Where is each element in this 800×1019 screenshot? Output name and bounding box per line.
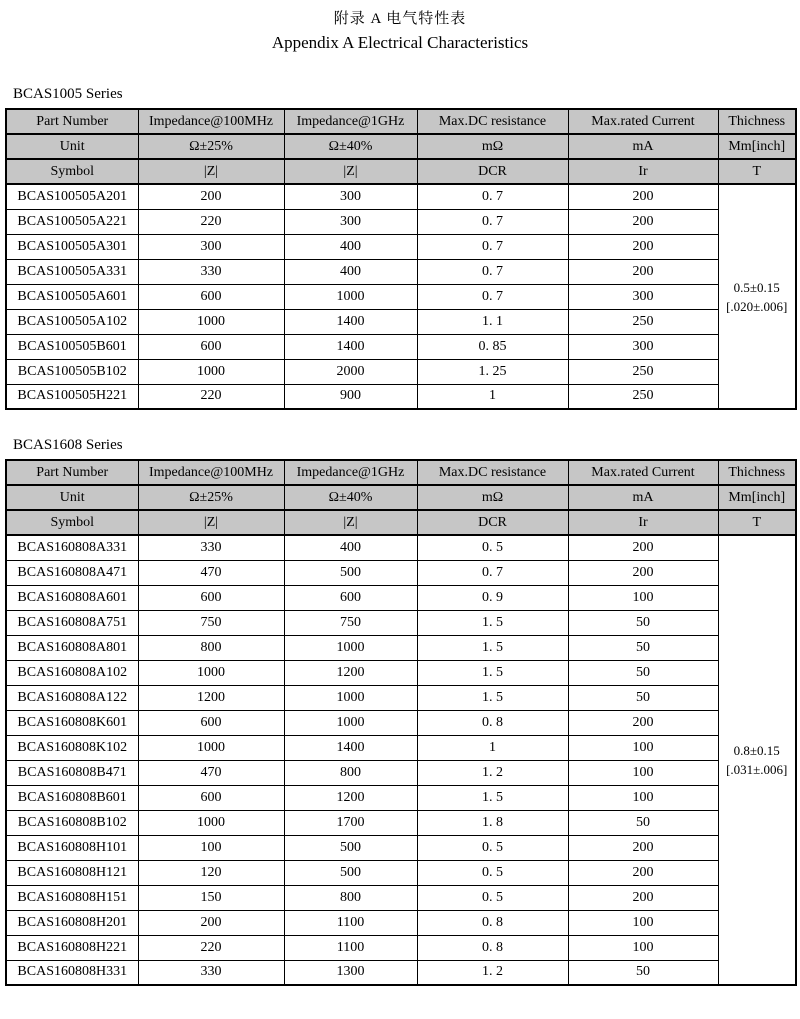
impedance-100mhz-cell: 1000 [138,735,284,760]
impedance-1ghz-cell: 1400 [284,735,417,760]
part-number-cell: BCAS160808K601 [6,710,138,735]
impedance-100mhz-cell: 800 [138,635,284,660]
rated-current-cell: 50 [568,810,718,835]
unit-value-cell: mA [568,134,718,159]
part-number-cell: BCAS160808A471 [6,560,138,585]
dc-resistance-cell: 1. 5 [417,785,568,810]
table-row [6,585,796,610]
part-number-cell: BCAS100505A221 [6,209,138,234]
page-title-chinese: 附录 A 电气特性表 [333,11,467,27]
rated-current-cell: 200 [568,234,718,259]
part-number-cell: BCAS160808A331 [6,535,138,560]
header-row [6,159,796,184]
rated-current-cell: 50 [568,660,718,685]
series-section-bcas1005 [4,85,796,410]
impedance-100mhz-cell: 330 [138,259,284,284]
part-number-cell: BCAS100505A301 [6,234,138,259]
dc-resistance-cell: 0. 5 [417,835,568,860]
symbol-value-cell: DCR [417,159,568,184]
impedance-100mhz-cell: 1000 [138,810,284,835]
part-number-cell: BCAS100505H221 [6,384,138,409]
table-row [6,384,796,409]
table-row [6,635,796,660]
table-row [6,835,796,860]
impedance-1ghz-cell: 800 [284,760,417,785]
symbol-label-cell: Symbol [6,159,138,184]
symbol-value-cell: Ir [568,510,718,535]
impedance-1ghz-cell: 600 [284,585,417,610]
column-header-cell: Max.rated Current [568,109,718,134]
table-row [6,359,796,384]
impedance-1ghz-cell: 1000 [284,284,417,309]
unit-value-cell: Ω±40% [284,134,417,159]
part-number-cell: BCAS160808B102 [6,810,138,835]
rated-current-cell: 100 [568,910,718,935]
part-number-cell: BCAS160808B471 [6,760,138,785]
part-number-cell: BCAS100505B102 [6,359,138,384]
table-row [6,760,796,785]
rated-current-cell: 50 [568,960,718,985]
dc-resistance-cell: 1. 5 [417,660,568,685]
rated-current-cell: 50 [568,685,718,710]
part-number-cell: BCAS100505A201 [6,184,138,209]
dc-resistance-cell: 1. 5 [417,685,568,710]
dc-resistance-cell: 1 [417,384,568,409]
dc-resistance-cell: 1. 2 [417,960,568,985]
column-header-cell: Part Number [6,109,138,134]
part-number-cell: BCAS160808A751 [6,610,138,635]
table-row [6,960,796,985]
part-number-cell: BCAS160808A801 [6,635,138,660]
column-header-cell: Part Number [6,460,138,485]
unit-value-cell: mΩ [417,134,568,159]
page-title-english: Appendix A Electrical Characteristics [271,33,529,52]
rated-current-cell: 200 [568,860,718,885]
part-number-cell: BCAS160808A122 [6,685,138,710]
table-row [6,560,796,585]
symbol-value-cell: T [718,510,796,535]
column-header-cell: Thichness [718,109,796,134]
column-header-cell: Thichness [718,460,796,485]
table-row [6,785,796,810]
symbol-value-cell: T [718,159,796,184]
dc-resistance-cell: 0. 5 [417,535,568,560]
impedance-100mhz-cell: 220 [138,209,284,234]
rated-current-cell: 100 [568,735,718,760]
impedance-100mhz-cell: 200 [138,910,284,935]
thickness-cell [718,535,796,985]
rated-current-cell: 250 [568,359,718,384]
unit-value-cell: Ω±40% [284,485,417,510]
part-number-cell: BCAS160808A601 [6,585,138,610]
dc-resistance-cell: 0. 8 [417,935,568,960]
unit-value-cell: mΩ [417,485,568,510]
unit-value-cell: Ω±25% [138,485,284,510]
series-heading-bcas1005: BCAS1005 Series [13,86,123,102]
dc-resistance-cell: 0. 5 [417,885,568,910]
impedance-100mhz-cell: 750 [138,610,284,635]
table-row [6,660,796,685]
part-number-cell: BCAS160808H121 [6,860,138,885]
column-header-cell: Impedance@1GHz [284,460,417,485]
series-heading-bcas1608: BCAS1608 Series [13,437,123,453]
rated-current-cell: 200 [568,259,718,284]
impedance-1ghz-cell: 750 [284,610,417,635]
part-number-cell: BCAS160808H151 [6,885,138,910]
part-number-cell: BCAS160808H201 [6,910,138,935]
impedance-1ghz-cell: 800 [284,885,417,910]
unit-value-cell: Mm[inch] [718,134,796,159]
column-header-cell: Impedance@100MHz [138,109,284,134]
impedance-1ghz-cell: 1100 [284,935,417,960]
part-number-cell: BCAS100505A102 [6,309,138,334]
table-row [6,334,796,359]
dc-resistance-cell: 0. 7 [417,259,568,284]
dc-resistance-cell: 0. 7 [417,234,568,259]
column-header-cell: Max.DC resistance [417,109,568,134]
rated-current-cell: 100 [568,935,718,960]
column-header-cell: Max.rated Current [568,460,718,485]
impedance-100mhz-cell: 120 [138,860,284,885]
spec-table-bcas1005 [5,108,797,410]
header-row [6,109,796,134]
impedance-1ghz-cell: 400 [284,259,417,284]
impedance-100mhz-cell: 470 [138,560,284,585]
symbol-label-cell: Symbol [6,510,138,535]
table-row [6,685,796,710]
symbol-value-cell: DCR [417,510,568,535]
series-section-bcas1608 [4,436,796,986]
table-row [6,209,796,234]
symbol-value-cell: |Z| [284,159,417,184]
impedance-1ghz-cell: 1100 [284,910,417,935]
rated-current-cell: 50 [568,610,718,635]
thickness-line: 0.5±0.15 [733,279,780,295]
impedance-1ghz-cell: 500 [284,560,417,585]
impedance-100mhz-cell: 470 [138,760,284,785]
part-number-cell: BCAS160808A102 [6,660,138,685]
rated-current-cell: 300 [568,334,718,359]
symbol-value-cell: |Z| [284,510,417,535]
table-row [6,309,796,334]
impedance-1ghz-cell: 500 [284,835,417,860]
part-number-cell: BCAS160808H331 [6,960,138,985]
impedance-100mhz-cell: 1000 [138,359,284,384]
column-header-cell: Max.DC resistance [417,460,568,485]
spec-table-bcas1608 [5,459,797,986]
dc-resistance-cell: 1. 1 [417,309,568,334]
rated-current-cell: 300 [568,284,718,309]
symbol-value-cell: |Z| [138,159,284,184]
unit-value-cell: mA [568,485,718,510]
impedance-100mhz-cell: 200 [138,184,284,209]
impedance-1ghz-cell: 1000 [284,685,417,710]
dc-resistance-cell: 0. 7 [417,209,568,234]
impedance-100mhz-cell: 1000 [138,660,284,685]
table-row [6,885,796,910]
impedance-100mhz-cell: 600 [138,334,284,359]
dc-resistance-cell: 0. 8 [417,910,568,935]
impedance-1ghz-cell: 1700 [284,810,417,835]
table-row [6,259,796,284]
dc-resistance-cell: 0. 85 [417,334,568,359]
part-number-cell: BCAS100505A331 [6,259,138,284]
rated-current-cell: 100 [568,760,718,785]
impedance-100mhz-cell: 600 [138,785,284,810]
rated-current-cell: 250 [568,309,718,334]
dc-resistance-cell: 0. 8 [417,710,568,735]
impedance-100mhz-cell: 330 [138,535,284,560]
part-number-cell: BCAS100505A601 [6,284,138,309]
impedance-100mhz-cell: 1000 [138,309,284,334]
impedance-1ghz-cell: 1300 [284,960,417,985]
dc-resistance-cell: 0. 7 [417,184,568,209]
thickness-line: [.031±.006] [726,762,788,777]
rated-current-cell: 200 [568,710,718,735]
column-header-cell: Impedance@100MHz [138,460,284,485]
thickness-cell [718,184,796,409]
dc-resistance-cell: 1. 5 [417,635,568,660]
part-number-cell: BCAS100505B601 [6,334,138,359]
impedance-1ghz-cell: 1000 [284,710,417,735]
symbol-value-cell: |Z| [138,510,284,535]
impedance-1ghz-cell: 300 [284,184,417,209]
impedance-1ghz-cell: 1200 [284,785,417,810]
impedance-100mhz-cell: 600 [138,710,284,735]
rated-current-cell: 200 [568,535,718,560]
table-row [6,910,796,935]
table-row [6,184,796,209]
dc-resistance-cell: 0. 5 [417,860,568,885]
header-row [6,510,796,535]
impedance-100mhz-cell: 300 [138,234,284,259]
rated-current-cell: 100 [568,785,718,810]
dc-resistance-cell: 0. 7 [417,284,568,309]
impedance-1ghz-cell: 400 [284,535,417,560]
dc-resistance-cell: 1. 5 [417,610,568,635]
rated-current-cell: 250 [568,384,718,409]
impedance-1ghz-cell: 900 [284,384,417,409]
impedance-1ghz-cell: 1000 [284,635,417,660]
impedance-100mhz-cell: 330 [138,960,284,985]
unit-value-cell: Ω±25% [138,134,284,159]
dc-resistance-cell: 1. 2 [417,760,568,785]
part-number-cell: BCAS160808K102 [6,735,138,760]
rated-current-cell: 200 [568,835,718,860]
rated-current-cell: 100 [568,585,718,610]
impedance-1ghz-cell: 300 [284,209,417,234]
rated-current-cell: 200 [568,885,718,910]
impedance-1ghz-cell: 500 [284,860,417,885]
symbol-value-cell: Ir [568,159,718,184]
impedance-1ghz-cell: 1200 [284,660,417,685]
impedance-1ghz-cell: 2000 [284,359,417,384]
part-number-cell: BCAS160808H101 [6,835,138,860]
table-row [6,810,796,835]
part-number-cell: BCAS160808H221 [6,935,138,960]
impedance-1ghz-cell: 1400 [284,309,417,334]
impedance-1ghz-cell: 1400 [284,334,417,359]
table-row [6,860,796,885]
impedance-100mhz-cell: 600 [138,585,284,610]
rated-current-cell: 200 [568,209,718,234]
header-row [6,485,796,510]
dc-resistance-cell: 1. 8 [417,810,568,835]
column-header-cell: Impedance@1GHz [284,109,417,134]
rated-current-cell: 200 [568,560,718,585]
table-row [6,710,796,735]
table-row [6,234,796,259]
impedance-100mhz-cell: 220 [138,384,284,409]
impedance-100mhz-cell: 150 [138,885,284,910]
impedance-100mhz-cell: 600 [138,284,284,309]
table-row [6,535,796,560]
impedance-100mhz-cell: 1200 [138,685,284,710]
table-row [6,610,796,635]
thickness-line: 0.8±0.15 [733,743,780,758]
thickness-line: [.020±.006] [726,298,788,314]
impedance-100mhz-cell: 100 [138,835,284,860]
dc-resistance-cell: 0. 9 [417,585,568,610]
table-row [6,935,796,960]
header-row [6,134,796,159]
rated-current-cell: 50 [568,635,718,660]
rated-current-cell: 200 [568,184,718,209]
dc-resistance-cell: 0. 7 [417,560,568,585]
header-row [6,460,796,485]
table-row [6,284,796,309]
dc-resistance-cell: 1. 25 [417,359,568,384]
dc-resistance-cell: 1 [417,735,568,760]
table-row [6,735,796,760]
unit-value-cell: Mm[inch] [718,485,796,510]
impedance-1ghz-cell: 400 [284,234,417,259]
part-number-cell: BCAS160808B601 [6,785,138,810]
unit-label-cell: Unit [6,134,138,159]
impedance-100mhz-cell: 220 [138,935,284,960]
unit-label-cell: Unit [6,485,138,510]
